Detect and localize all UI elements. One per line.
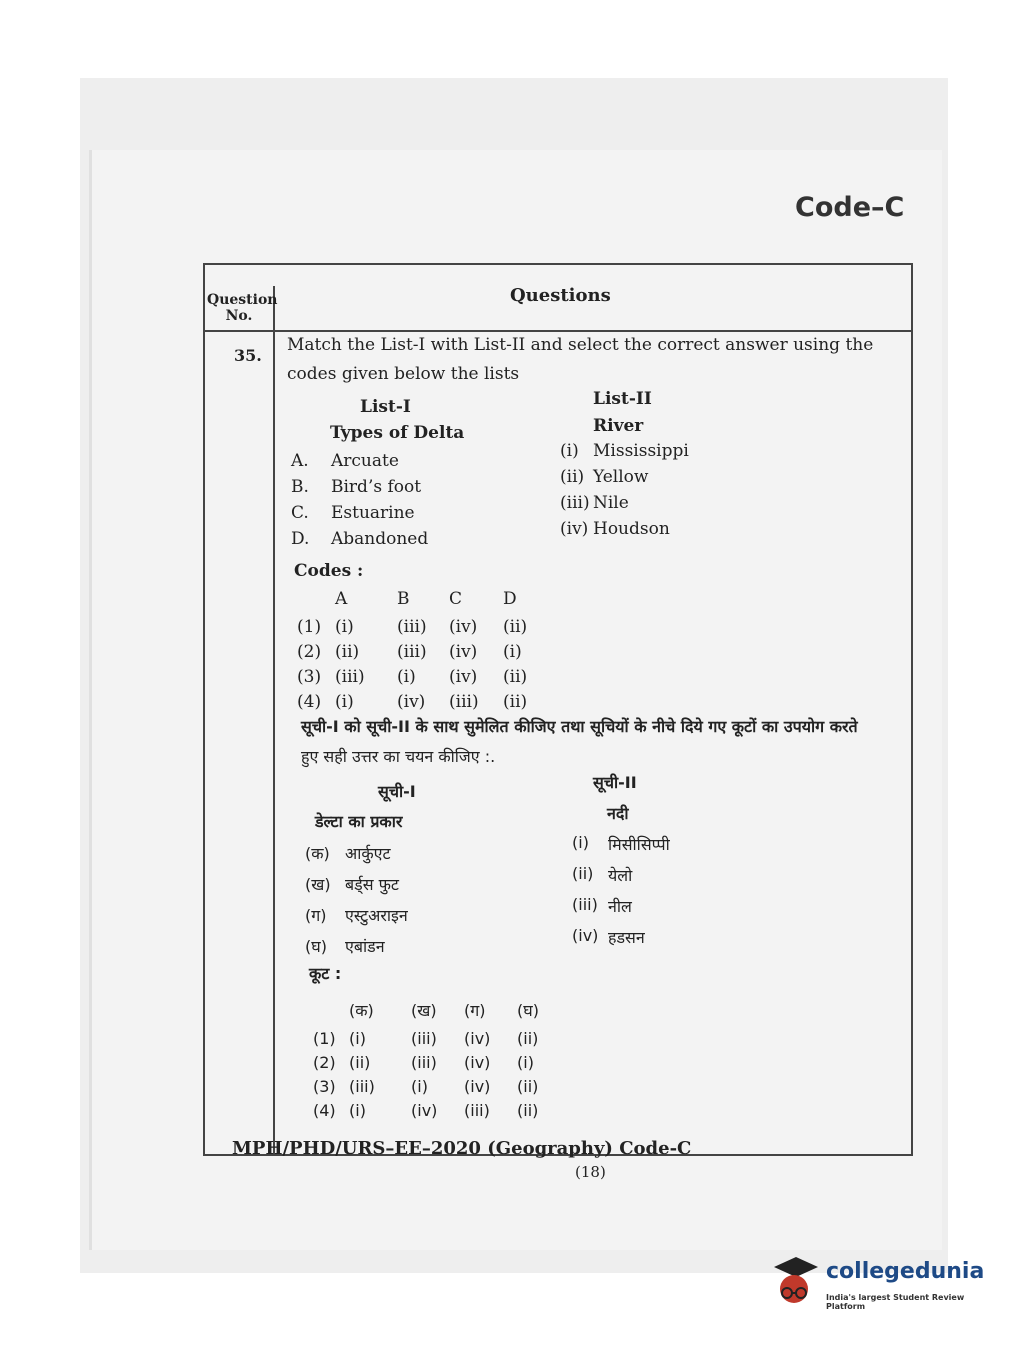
list2-item-key: (iii) — [560, 493, 590, 513]
code-cell: (3) — [297, 667, 322, 687]
code-header: A — [335, 589, 348, 609]
list1-item-key: C. — [291, 503, 309, 523]
code-cell: (i) — [335, 617, 354, 637]
list1-item-text: Arcuate — [331, 451, 399, 471]
list1-item-key: D. — [291, 529, 310, 549]
question-table — [203, 263, 913, 1156]
hindi-list2-item-text: येलो — [608, 866, 633, 885]
hindi-code-header: (क) — [349, 1001, 374, 1020]
list2-item-text: Mississippi — [593, 441, 689, 461]
hindi-code-cell: (3) — [313, 1077, 336, 1096]
hindi-list2-item-key: (ii) — [572, 864, 594, 883]
code-cell: (iv) — [449, 617, 478, 637]
code-cell: (ii) — [503, 617, 528, 637]
hindi-list1-item-key: (घ) — [305, 937, 327, 956]
hindi-list2-item-key: (i) — [572, 833, 589, 852]
hindi-codes-label: कूट : — [309, 964, 342, 983]
hindi-code-cell: (ii) — [517, 1101, 539, 1120]
hindi-code-cell: (iv) — [411, 1101, 438, 1120]
code-cell: (4) — [297, 692, 322, 712]
hindi-code-cell: (i) — [517, 1053, 534, 1072]
hindi-list2-item-text: नील — [608, 897, 632, 916]
hindi-list1-item-text: आर्कुएट — [345, 844, 391, 863]
hindi-list1-subtitle: डेल्टा का प्रकार — [315, 812, 403, 831]
codes-label: Codes : — [294, 561, 364, 581]
list2-item-key: (iv) — [560, 519, 589, 539]
code-cell: (ii) — [503, 667, 528, 687]
code-cell: (iii) — [335, 667, 365, 687]
hindi-code-cell: (iii) — [411, 1053, 437, 1072]
list2-title: List-II — [593, 389, 652, 409]
code-cell: (ii) — [503, 692, 528, 712]
hindi-list1-item-text: बर्ड्स फुट — [345, 875, 399, 894]
header-question-no-part: Question — [207, 292, 278, 308]
column-divider — [273, 286, 275, 1156]
list2-item-text: Nile — [593, 493, 629, 513]
list2-item-text: Yellow — [593, 467, 649, 487]
code-cell: (iv) — [397, 692, 426, 712]
list2-item-key: (ii) — [560, 467, 585, 487]
code-header: B — [397, 589, 410, 609]
list1-item-text: Abandoned — [331, 529, 429, 549]
english-prompt-line1: Match the List-I with List-II and select the correct answer using the — [287, 335, 874, 355]
question-number: 35. — [234, 346, 262, 365]
list2-item-key: (i) — [560, 441, 579, 461]
hindi-code-cell: (i) — [411, 1077, 428, 1096]
hindi-code-cell: (iv) — [464, 1077, 491, 1096]
list1-subtitle: Types of Delta — [330, 423, 465, 443]
hindi-list1-item-key: (क) — [305, 844, 330, 863]
hindi-code-cell: (iii) — [349, 1077, 375, 1096]
code-cell: (iii) — [397, 617, 427, 637]
hindi-code-cell: (ii) — [517, 1029, 539, 1048]
code-header: D — [503, 589, 517, 609]
english-prompt-line2: codes given below the lists — [287, 364, 520, 384]
page-number: (18) — [575, 1163, 606, 1181]
hindi-list1-item-key: (ग) — [305, 906, 327, 925]
code-cell: (2) — [297, 642, 322, 662]
hindi-code-cell: (iv) — [464, 1029, 491, 1048]
collegedunia-logo-icon — [770, 1253, 822, 1313]
list2-item-text: Houdson — [593, 519, 670, 539]
hindi-list1-item-text: एबांडन — [345, 937, 385, 956]
code-cell: (1) — [297, 617, 322, 637]
hindi-code-header: (ख) — [411, 1001, 437, 1020]
list2-subtitle: River — [593, 416, 644, 436]
code-cell: (i) — [397, 667, 416, 687]
list1-item-text: Bird’s foot — [331, 477, 422, 497]
header-question-no-part: No. — [225, 308, 253, 324]
hindi-list2-item-text: मिसीसिप्पी — [608, 835, 670, 854]
hindi-list2-subtitle: नदी — [607, 804, 629, 823]
hindi-list1-title: सूची-I — [378, 782, 416, 801]
hindi-code-cell: (1) — [313, 1029, 336, 1048]
hindi-list2-item-key: (iv) — [572, 926, 599, 945]
code-cell: (iv) — [449, 642, 478, 662]
hindi-list1-item-key: (ख) — [305, 875, 331, 894]
collegedunia-watermark — [768, 1253, 998, 1323]
hindi-code-cell: (i) — [349, 1029, 366, 1048]
code-cell: (ii) — [335, 642, 360, 662]
header-question-no-text — [207, 292, 277, 324]
hindi-list2-item-text: हडसन — [608, 928, 645, 947]
hindi-code-cell: (ii) — [349, 1053, 371, 1072]
hindi-code-header: (घ) — [517, 1001, 539, 1020]
hindi-prompt-line2: हुए सही उत्तर का चयन कीजिए :. — [301, 747, 496, 766]
code-cell: (iii) — [449, 692, 479, 712]
list1-title: List-I — [360, 397, 411, 417]
hindi-code-cell: (iv) — [464, 1053, 491, 1072]
hindi-code-cell: (4) — [313, 1101, 336, 1120]
hindi-code-cell: (i) — [349, 1101, 366, 1120]
code-label: Code–C — [795, 192, 905, 223]
header-question-no — [207, 292, 278, 324]
hindi-code-cell: (2) — [313, 1053, 336, 1072]
list1-item-key: A. — [291, 451, 309, 471]
code-cell: (i) — [335, 692, 354, 712]
hindi-list1-item-text: एस्टुअराइन — [345, 906, 408, 925]
hindi-code-header: (ग) — [464, 1001, 486, 1020]
header-questions: Questions — [510, 285, 611, 306]
hindi-list2-title: सूची-II — [593, 773, 637, 792]
hindi-code-cell: (iii) — [464, 1101, 490, 1120]
list1-item-key: B. — [291, 477, 309, 497]
hindi-list2-item-key: (iii) — [572, 895, 598, 914]
code-cell: (iv) — [449, 667, 478, 687]
list1-item-text: Estuarine — [331, 503, 415, 523]
exam-footer: MPH/PHD/URS–EE–2020 (Geography) Code-C — [232, 1138, 692, 1159]
watermark-tagline: India's largest Student Review Platform — [826, 1293, 965, 1311]
code-header: C — [449, 589, 463, 609]
code-cell: (i) — [503, 642, 522, 662]
hindi-prompt-line1: सूची-I को सूची-II के साथ सुमेलित कीजिए तथा सूचियों के नीचे दिये गए कूटों का उपयोग करते — [301, 717, 858, 736]
watermark-brand: collegedunia — [826, 1259, 985, 1284]
hindi-code-cell: (ii) — [517, 1077, 539, 1096]
hindi-code-cell: (iii) — [411, 1029, 437, 1048]
code-cell: (iii) — [397, 642, 427, 662]
